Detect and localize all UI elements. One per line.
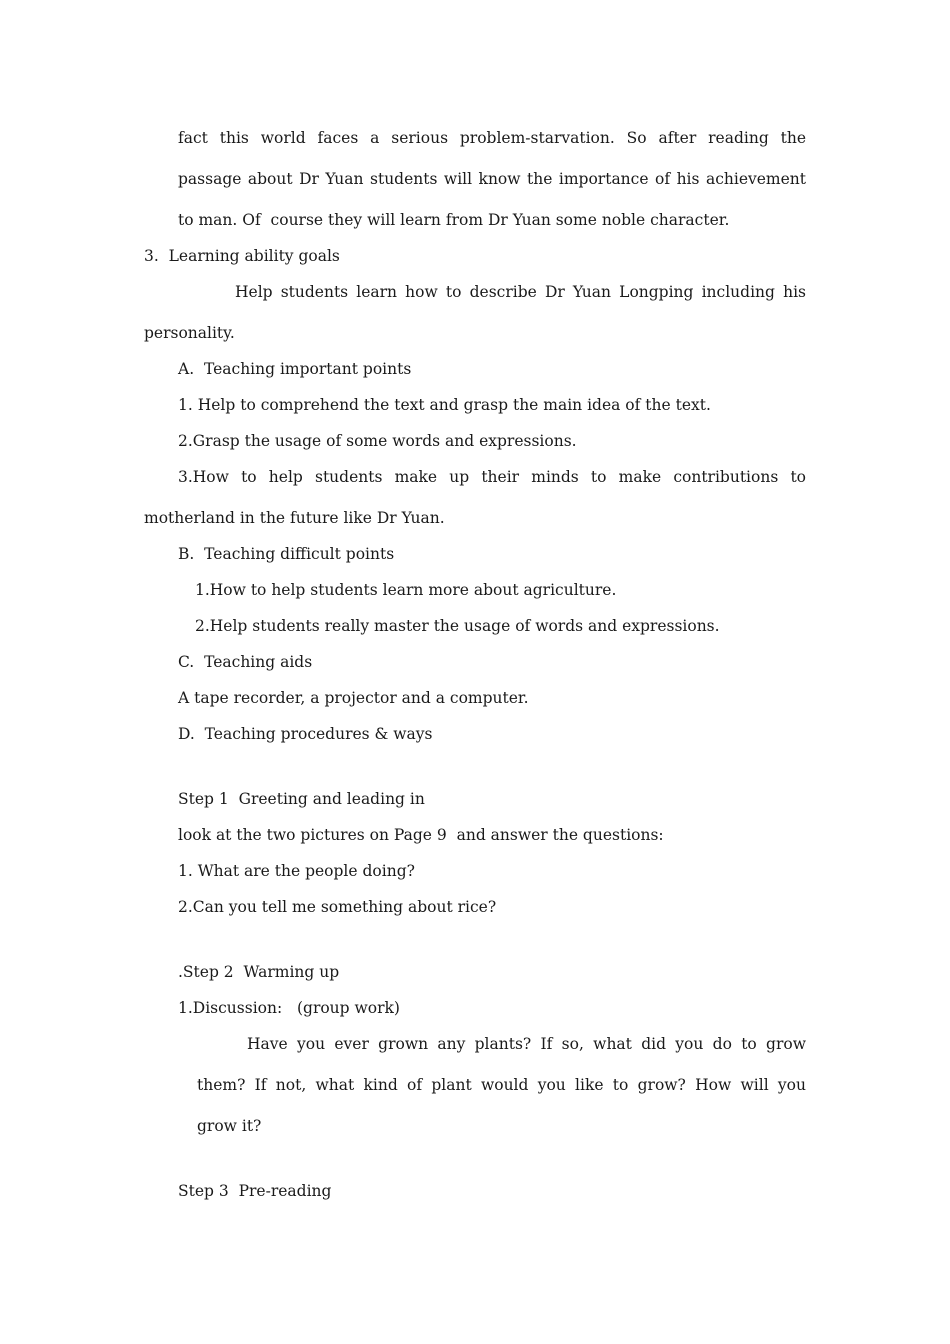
list-item: 1.Discussion: (group work) xyxy=(178,999,400,1017)
step-heading: .Step 2 Warming up xyxy=(178,963,340,981)
section-heading: 3. Learning ability goals xyxy=(144,247,340,265)
list-item: 2.Help students really master the usage of words and expressions. xyxy=(195,617,720,635)
subheading: A. Teaching important points xyxy=(178,360,412,378)
text-line: grow it? xyxy=(197,1117,262,1135)
list-item: 1. What are the people doing? xyxy=(178,862,415,880)
text-line: passage about Dr Yuan students will know the importance of his achievement xyxy=(178,170,806,188)
text-line: personality. xyxy=(144,324,235,342)
text-line: to man. Of course they will learn from Dr Yuan some noble character. xyxy=(178,211,730,229)
subheading: D. Teaching procedures & ways xyxy=(178,725,433,743)
list-item: 3.How to help students make up their minds to make contributions to xyxy=(178,468,806,486)
text-line: look at the two pictures on Page 9 and answer the questions: xyxy=(178,826,664,844)
text-line: motherland in the future like Dr Yuan. xyxy=(144,509,445,527)
list-item: 2.Can you tell me something about rice? xyxy=(178,898,497,916)
subheading: B. Teaching difficult points xyxy=(178,545,395,563)
list-item: 1.How to help students learn more about agriculture. xyxy=(195,581,617,599)
step-heading: Step 3 Pre-reading xyxy=(178,1182,332,1200)
text-line: fact this world faces a serious problem-starvation. So after reading the xyxy=(178,129,806,147)
text-line: them? If not, what kind of plant would you like to grow? How will you xyxy=(197,1076,806,1094)
step-heading: Step 1 Greeting and leading in xyxy=(178,790,425,808)
list-item: 2.Grasp the usage of some words and expressions. xyxy=(178,432,577,450)
list-item: 1. Help to comprehend the text and grasp the main idea of the text. xyxy=(178,396,711,414)
subheading: C. Teaching aids xyxy=(178,653,313,671)
text-line: Help students learn how to describe Dr Yuan Longping including his xyxy=(235,283,806,301)
text-line: Have you ever grown any plants? If so, what did you do to grow xyxy=(247,1035,806,1053)
text-line: A tape recorder, a projector and a computer. xyxy=(178,689,529,707)
